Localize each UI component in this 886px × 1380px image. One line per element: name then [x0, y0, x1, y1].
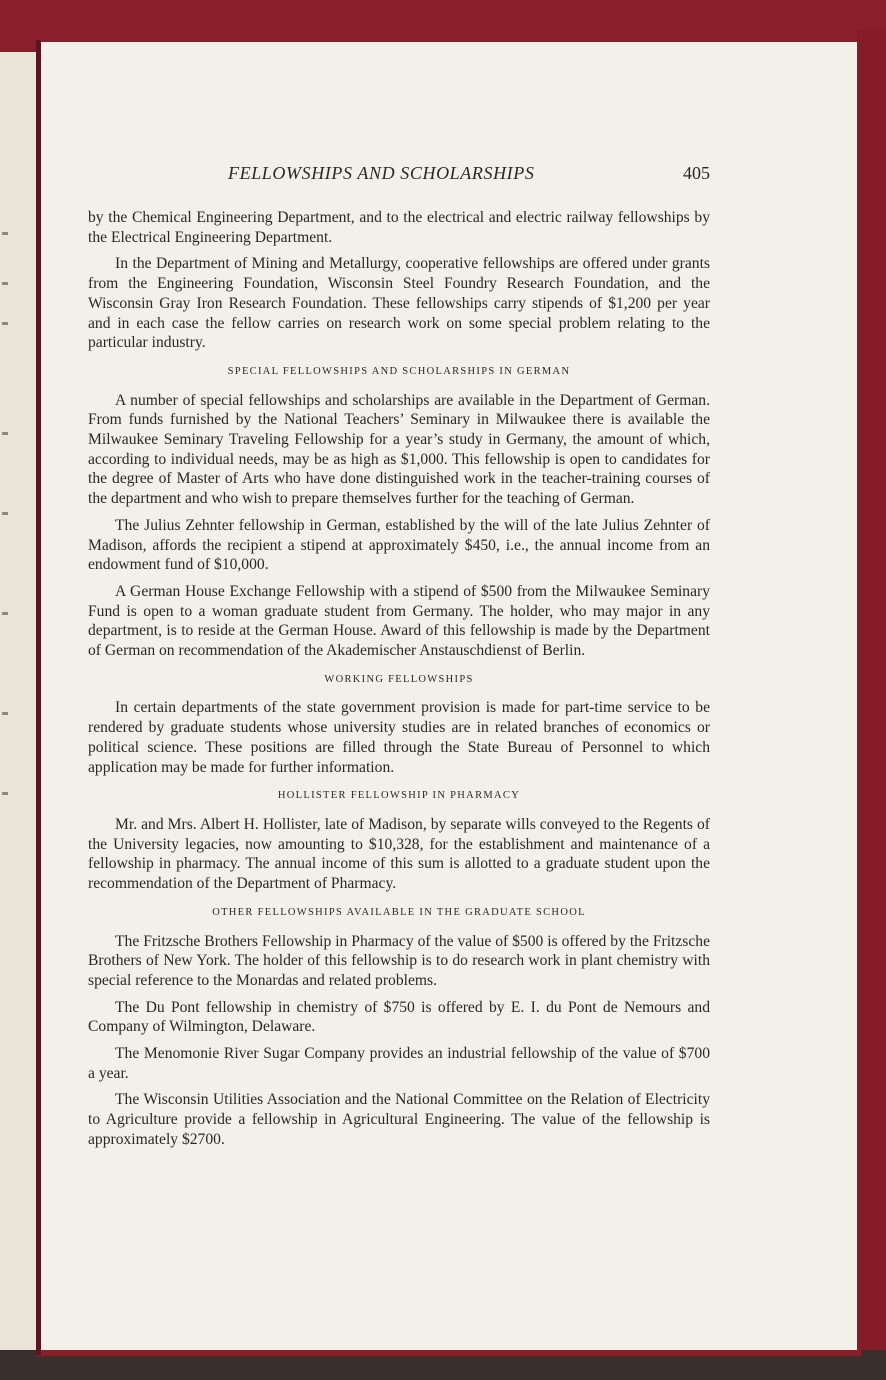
facing-page-ink-mark: [2, 232, 8, 235]
page-header: [88, 163, 710, 191]
paragraph: The Julius Zehnter fellowship in German, established by the will of the late Julius Zehnter of Madison, affords the recipient a stipend at approximately $450, i.e., the annual income from an endowment fund of $10,000.: [88, 516, 710, 574]
paragraph: In certain departments of the state government provision is made for part-time service to be rendered by graduate students whose university studies are in related branches of economics or political science. These positions are filled through the State Bureau of Personnel to which application may be made for further information.: [88, 699, 710, 776]
facing-page-edge: [0, 52, 37, 1350]
paragraph: The Menomonie River Sugar Company provides an industrial fellowship of the value of $700 a year.: [88, 1045, 710, 1082]
paragraph: A German House Exchange Fellowship with a stipend of $500 from the Milwaukee Seminary Fund is open to a woman graduate student from Germany. The holder, who may major in any department, is to reside at the German House. Award of this fellowship is made by the Department of German on recommendation of the Akademischer Anstauschdienst of Berlin.: [88, 582, 710, 660]
paragraph: by the Chemical Engineering Department, and to the electrical and electric railway fellowships by the Electrical Engineering Department.: [88, 209, 710, 246]
facing-page-ink-mark: [2, 322, 8, 325]
paragraph: A number of special fellowships and scholarships are available in the Department of German. From funds furnished by the National Teachers’ Seminary in Milwaukee there is available the Milwaukee Seminary Traveling Fellowship for a year’s study in Germany, the amount of which, according to individual needs, may be as high as $1,000. This fellowship is open to candidates for the degree of Master of Arts who have done distinguished work in the teacher-training courses of the department and who wish to prepare themselves further for the teaching of German.: [88, 391, 710, 508]
section-heading: SPECIAL FELLOWSHIPS AND SCHOLARSHIPS IN GERMAN: [227, 365, 571, 377]
facing-page-ink-mark: [2, 282, 8, 285]
paragraph: The Du Pont fellowship in chemistry of $750 is offered by E. I. du Pont de Nemours and Company of Wilmington, Delaware.: [88, 998, 710, 1036]
section-heading: WORKING FELLOWSHIPS: [324, 673, 474, 685]
running-title: FELLOWSHIPS AND SCHOLARSHIPS: [228, 163, 535, 183]
paragraph: The Fritzsche Brothers Fellowship in Pharmacy of the value of $500 is offered by the Fritzsche Brothers of New York. The holder of this fellowship is to do research work in plant chemistry with special reference to the Monardas and related problems.: [88, 932, 710, 989]
paragraph: The Wisconsin Utilities Association and the National Committee on the Relation of Electricity to Agriculture provide a fellowship in Agricultural Engineering. The value of the fellowship is approximately $2700.: [88, 1091, 710, 1148]
facing-page-ink-mark: [2, 432, 8, 435]
page-body: [88, 208, 710, 1157]
facing-page-ink-mark: [2, 612, 8, 615]
facing-page-ink-mark: [2, 512, 8, 515]
page-number: 405: [683, 163, 710, 183]
facing-page-ink-mark: [2, 792, 8, 795]
cover-edge-right: [857, 30, 886, 1370]
section-heading: OTHER FELLOWSHIPS AVAILABLE IN THE GRADUATE SCHOOL: [212, 906, 586, 918]
paragraph: In the Department of Mining and Metallurgy, cooperative fellowships are offered under grants from the Engineering Foundation, Wisconsin Steel Foundry Research Foundation, and the Wisconsin Gray Iron Research Foundation. These fellowships carry stipends of $1,200 per year and in each case the fellow carries on research work on some special problem relating to the particular industry.: [88, 255, 710, 352]
section-heading: HOLLISTER FELLOWSHIP IN PHARMACY: [277, 790, 521, 802]
facing-page-ink-mark: [2, 712, 8, 715]
paragraph: Mr. and Mrs. Albert H. Hollister, late of Madison, by separate wills conveyed to the Regents of the University legacies, now amounting to $10,328, for the establishment and maintenance of a fellowship in pharmacy. The annual income of this sum is allotted to a graduate student upon the recommendation of the Department of Pharmacy.: [88, 815, 710, 893]
